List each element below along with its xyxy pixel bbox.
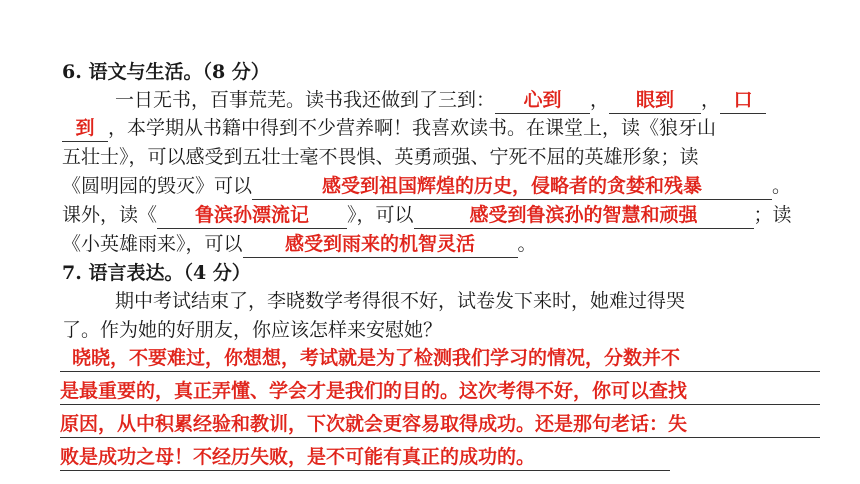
answer-underline [60, 404, 820, 405]
answer-text: 感受到雨来的机智灵活 [285, 233, 476, 255]
q7-prompt-text: 了。作为她的好朋友，你应该怎样来安慰她？ [62, 319, 443, 341]
answer-blank-book [157, 203, 347, 229]
answer-blank-yulai [243, 232, 518, 258]
answer-blank-yan [609, 88, 701, 114]
answer-text: 感受到祖国辉煌的历史，侵略者的贪婪和残暴 [322, 175, 703, 197]
q7-answer-text: 败是成功之母！不经历失败，是不可能有真正的成功的。 [60, 446, 536, 468]
answer-blank-kou-end [62, 116, 108, 142]
q7-answer-line [60, 408, 820, 441]
q6-line-1 [115, 86, 766, 114]
q6-text: 。 [772, 175, 792, 197]
q7-answer-text: 晓晓，不要难过，你想想，考试就是为了检测我们学习的情况，分数并不 [72, 347, 681, 369]
q6-text: 《圆明园的毁灭》可以 [62, 175, 253, 197]
q7-answer-text: 原因，从中积累经验和教训，下次就会更容易取得成功。还是那句老话：失 [60, 413, 688, 435]
q6-text: ；读 [753, 204, 792, 226]
q7-title-text: 7. 语言表达。（4 分） [62, 262, 251, 284]
q6-line-2 [62, 114, 716, 142]
answer-underline [60, 437, 820, 438]
answer-blank-robinson [414, 203, 754, 229]
q6-text: 《小英雄雨来》，可以 [62, 233, 243, 255]
q7-title [62, 259, 251, 287]
answer-text: 口 [733, 89, 753, 111]
q7-prompt-text: 期中考试结束了，李晓数学考得很不好，试卷发下来时，她难过得哭 [115, 290, 686, 312]
q7-prompt-line-2 [62, 316, 442, 344]
q7-answer-block [60, 342, 820, 474]
answer-blank-kou-start [720, 88, 766, 114]
q7-answer-line [60, 375, 820, 408]
q6-text: ，本学期从书籍中得到不少营养啊！我喜欢读书。在课堂上，读《狼牙山 [108, 117, 717, 139]
answer-blank-yuanmingyuan [252, 174, 772, 200]
q6-line-4 [62, 172, 791, 200]
q7-answer-text: 是最重要的，真正弄懂、学会才是我们的目的。这次考得不好，你可以查找 [60, 380, 688, 402]
q6-title-text: 6. 语文与生活。（8 分） [62, 61, 270, 83]
answer-underline [60, 371, 820, 372]
q6-text: 一日无书，百事荒芜。读书我还做到了三到： [115, 89, 496, 111]
answer-underline [60, 470, 670, 471]
answer-text: 到 [75, 117, 95, 139]
answer-text: 鲁滨孙漂流记 [195, 204, 310, 226]
q6-line-6 [62, 230, 537, 258]
q6-text: 五壮士》，可以感受到五壮士毫不畏惧、英勇顽强、宁死不屈的英雄形象；读 [62, 146, 699, 168]
q6-line-5 [62, 201, 792, 229]
q6-text: ， [590, 89, 610, 111]
q6-text: 课外，读《 [62, 204, 158, 226]
q6-text: ， [701, 89, 721, 111]
q7-prompt-line-1 [115, 287, 685, 315]
q7-answer-line [60, 342, 820, 375]
q6-title [62, 58, 270, 86]
q7-answer-line [60, 441, 820, 474]
answer-text: 感受到鲁滨孙的智慧和顽强 [469, 204, 698, 226]
answer-text: 眼到 [636, 89, 675, 111]
q6-line-3 [62, 143, 699, 171]
answer-text: 心到 [523, 89, 562, 111]
q6-text: 》，可以 [347, 204, 414, 226]
q6-text: 。 [517, 233, 537, 255]
answer-blank-xin [495, 88, 590, 114]
